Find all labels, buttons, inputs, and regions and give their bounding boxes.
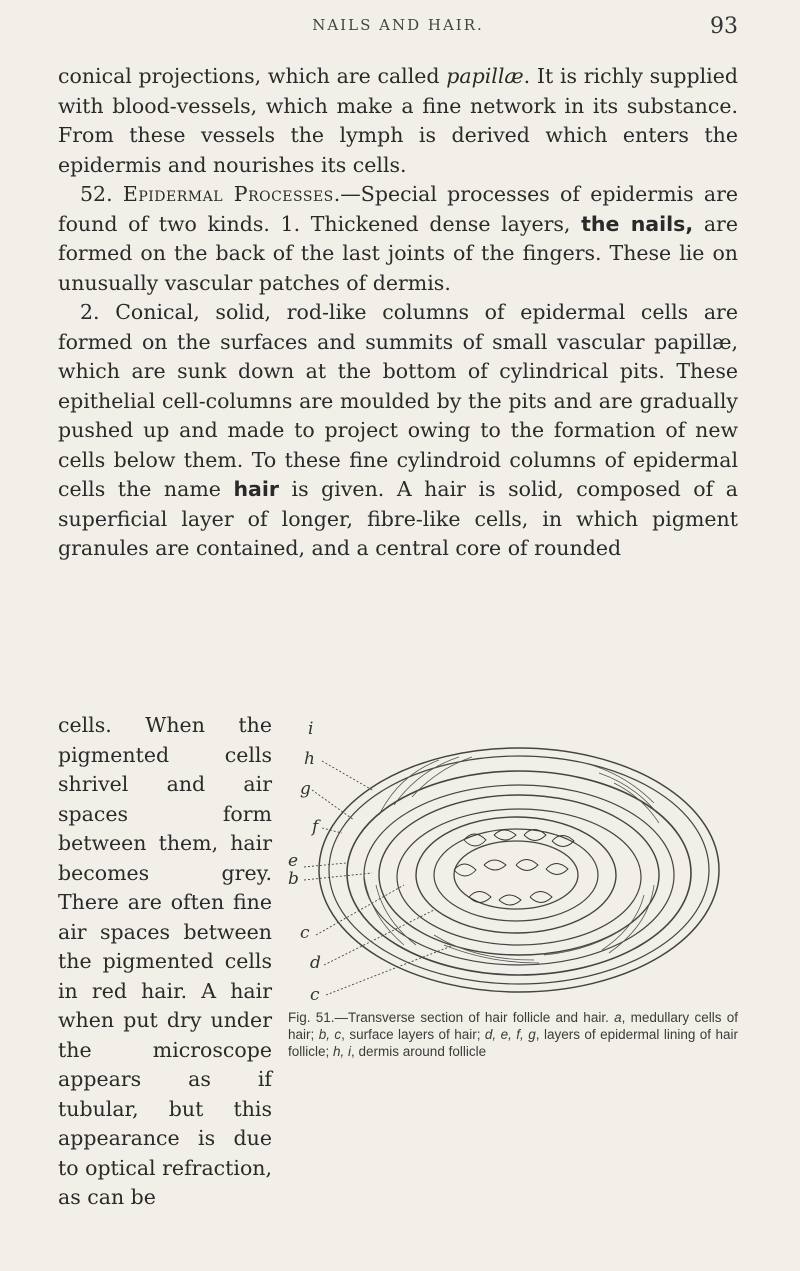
figure-label-c: c — [300, 923, 310, 943]
main-text — [58, 62, 738, 564]
term-nails: the nails, — [581, 211, 694, 236]
term-hair: hair — [233, 477, 280, 501]
figure-label-b: b — [288, 869, 299, 889]
running-title: NAILS AND HAIR. — [312, 16, 484, 34]
follicle-illustration — [284, 735, 740, 1005]
figure-label-d: d — [310, 953, 321, 973]
figure-label-f: f — [312, 817, 319, 837]
paragraph-2: 52. Epidermal Processes.—Special processes of epidermis are found of two kinds. 1. Thickened dense layers, the nails, are formed on the back of the last joints of the fingers. These lie on unusually vascular patches of dermis. — [58, 182, 739, 295]
page-number: 93 — [710, 14, 738, 39]
figure-label-i: i — [308, 719, 314, 739]
narrow-column-text: cells. When the pigmented cells shrivel and air spaces form between them, hair becomes grey. There are often fine air spaces between the pigmented cells in red hair. A hair when put dry under the microscope appears as if tubular, but this appearance is due to optical refraction, as can be — [58, 713, 273, 1209]
figure-label-c-lower: c — [310, 985, 320, 1005]
paragraph-1: conical projections, which are called papillæ. It is richly supplied with blood-vessels, which make a fine network in its substance. From these vessels the lymph is derived which enters the epidermis and nourishes its cells. — [58, 64, 738, 177]
figure-label-g: g — [300, 779, 311, 799]
hair-follicle-figure — [284, 719, 740, 1005]
paragraph-3: 2. Conical, solid, rod-like columns of epidermal cells are formed on the surfaces and summits of small vascular papillæ, which are sunk down at the bottom of cylindrical pits. These epithelial cell-columns are moulded by the pits and are gradually pushed up and made to project owing to the formation of new cells below them. To these fine cylindroid columns of epidermal cells the name hair is given. A hair is solid, composed of a superficial layer of longer, fibre-like cells, in which pigment granules are contained, and a central core of rounded — [58, 300, 738, 560]
page-header — [58, 16, 738, 42]
figure-label-e: e — [288, 851, 299, 871]
figure-label-h: h — [304, 749, 315, 769]
figure-caption: Fig. 51.—Transverse section of hair follicle and hair. a, medullary cells of hair; b, c, surface layers of hair; d, e, f, g, layers of epidermal lining of hair follicle; h, i, dermis around follicle — [288, 1010, 738, 1059]
papillae-term: papillæ — [446, 64, 524, 88]
section-heading: Epidermal Processes — [122, 182, 334, 206]
